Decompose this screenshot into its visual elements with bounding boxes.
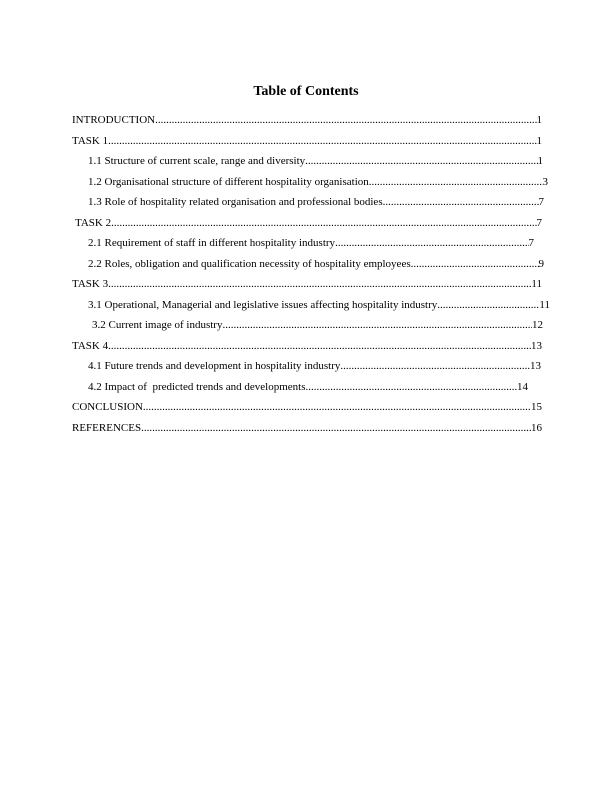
toc-entry-1-2[interactable] (72, 175, 548, 196)
toc-entry-3-2[interactable] (72, 318, 543, 339)
dot-leader (111, 216, 536, 230)
dot-leader (437, 298, 539, 312)
toc-entry-label: 1.2 Organisational structure of different hospitality organisation (88, 175, 369, 188)
toc-entry-label: TASK 1 (72, 134, 109, 147)
toc-entry-label: 3.1 Operational, Managerial and legislative issues affecting hospitality industry (88, 298, 438, 311)
toc-entry-2-2[interactable] (72, 257, 544, 278)
toc-entry-task-1[interactable] (72, 134, 542, 155)
toc-entry-page: 7 (528, 237, 534, 249)
toc-entry-3-1[interactable] (72, 298, 550, 319)
toc-entry-page: 13 (531, 339, 542, 352)
toc-entry-page: 7 (538, 196, 544, 208)
dot-leader (222, 318, 532, 332)
toc-entry-label: 2.1 Requirement of staff in different hospitality industry (88, 237, 336, 249)
dot-leader (383, 195, 539, 209)
toc-entry-page: 16 (531, 421, 542, 434)
toc-entry-label: TASK 4 (72, 339, 109, 352)
toc-entry-label: TASK 2 (75, 216, 112, 229)
toc-entry-label: INTRODUCTION (72, 114, 156, 126)
toc-entry-page: 1 (536, 114, 542, 126)
dot-leader (108, 339, 531, 353)
toc-entry-page: 12 (532, 319, 543, 331)
toc-entry-label: 1.3 Role of hospitality related organisation and professional bodies (88, 196, 383, 208)
toc-entry-label: CONCLUSION (72, 401, 143, 413)
dot-leader (108, 134, 536, 148)
dot-leader (306, 380, 518, 394)
toc-entry-page: 11 (531, 278, 542, 290)
dot-leader (141, 421, 531, 435)
dot-leader (335, 236, 528, 250)
toc-entry-conclusion[interactable] (72, 400, 542, 421)
toc-entry-page: 13 (530, 360, 541, 372)
toc-entry-label: REFERENCES (72, 421, 142, 434)
toc-entry-task-3[interactable] (72, 277, 542, 298)
toc-entry-label: 3.2 Current image of industry (92, 319, 223, 331)
toc-entry-page: 1 (537, 155, 543, 167)
dot-leader (108, 277, 531, 291)
toc-entry-page: 3 (542, 175, 548, 188)
toc-entry-page: 11 (539, 298, 550, 311)
dot-leader (340, 359, 530, 373)
dot-leader (411, 257, 539, 271)
toc-entry-1-3[interactable] (72, 195, 544, 216)
toc-entry-page: 1 (536, 134, 542, 147)
toc-entry-label: 1.1 Structure of current scale, range and diversity (88, 155, 306, 167)
toc-entry-label: 4.1 Future trends and development in hospitality industry (88, 360, 341, 372)
toc-entry-page: 14 (517, 380, 528, 393)
toc-entry-label: 2.2 Roles, obligation and qualification necessity of hospitality employees (88, 257, 411, 270)
toc-entry-4-2[interactable] (72, 380, 528, 401)
toc-list (72, 113, 550, 441)
toc-entry-page: 9 (538, 257, 544, 270)
toc-entry-4-1[interactable] (72, 359, 541, 380)
dot-leader (143, 400, 531, 414)
dot-leader (369, 175, 543, 189)
toc-entry-task-2[interactable] (72, 216, 542, 237)
toc-title: Table of Contents (253, 84, 359, 99)
toc-entry-page: 7 (536, 216, 542, 229)
toc-entry-label: TASK 3 (72, 278, 109, 290)
toc-entry-label: 4.2 Impact of predicted trends and developments (88, 380, 306, 393)
dot-leader (305, 154, 537, 168)
toc-entry-page: 15 (531, 401, 542, 413)
toc-entry-introduction[interactable] (72, 113, 542, 134)
toc-entry-task-4[interactable] (72, 339, 542, 360)
toc-entry-2-1[interactable] (72, 236, 534, 257)
dot-leader (155, 113, 536, 127)
toc-entry-references[interactable] (72, 421, 542, 442)
toc-entry-1-1[interactable] (72, 154, 543, 175)
